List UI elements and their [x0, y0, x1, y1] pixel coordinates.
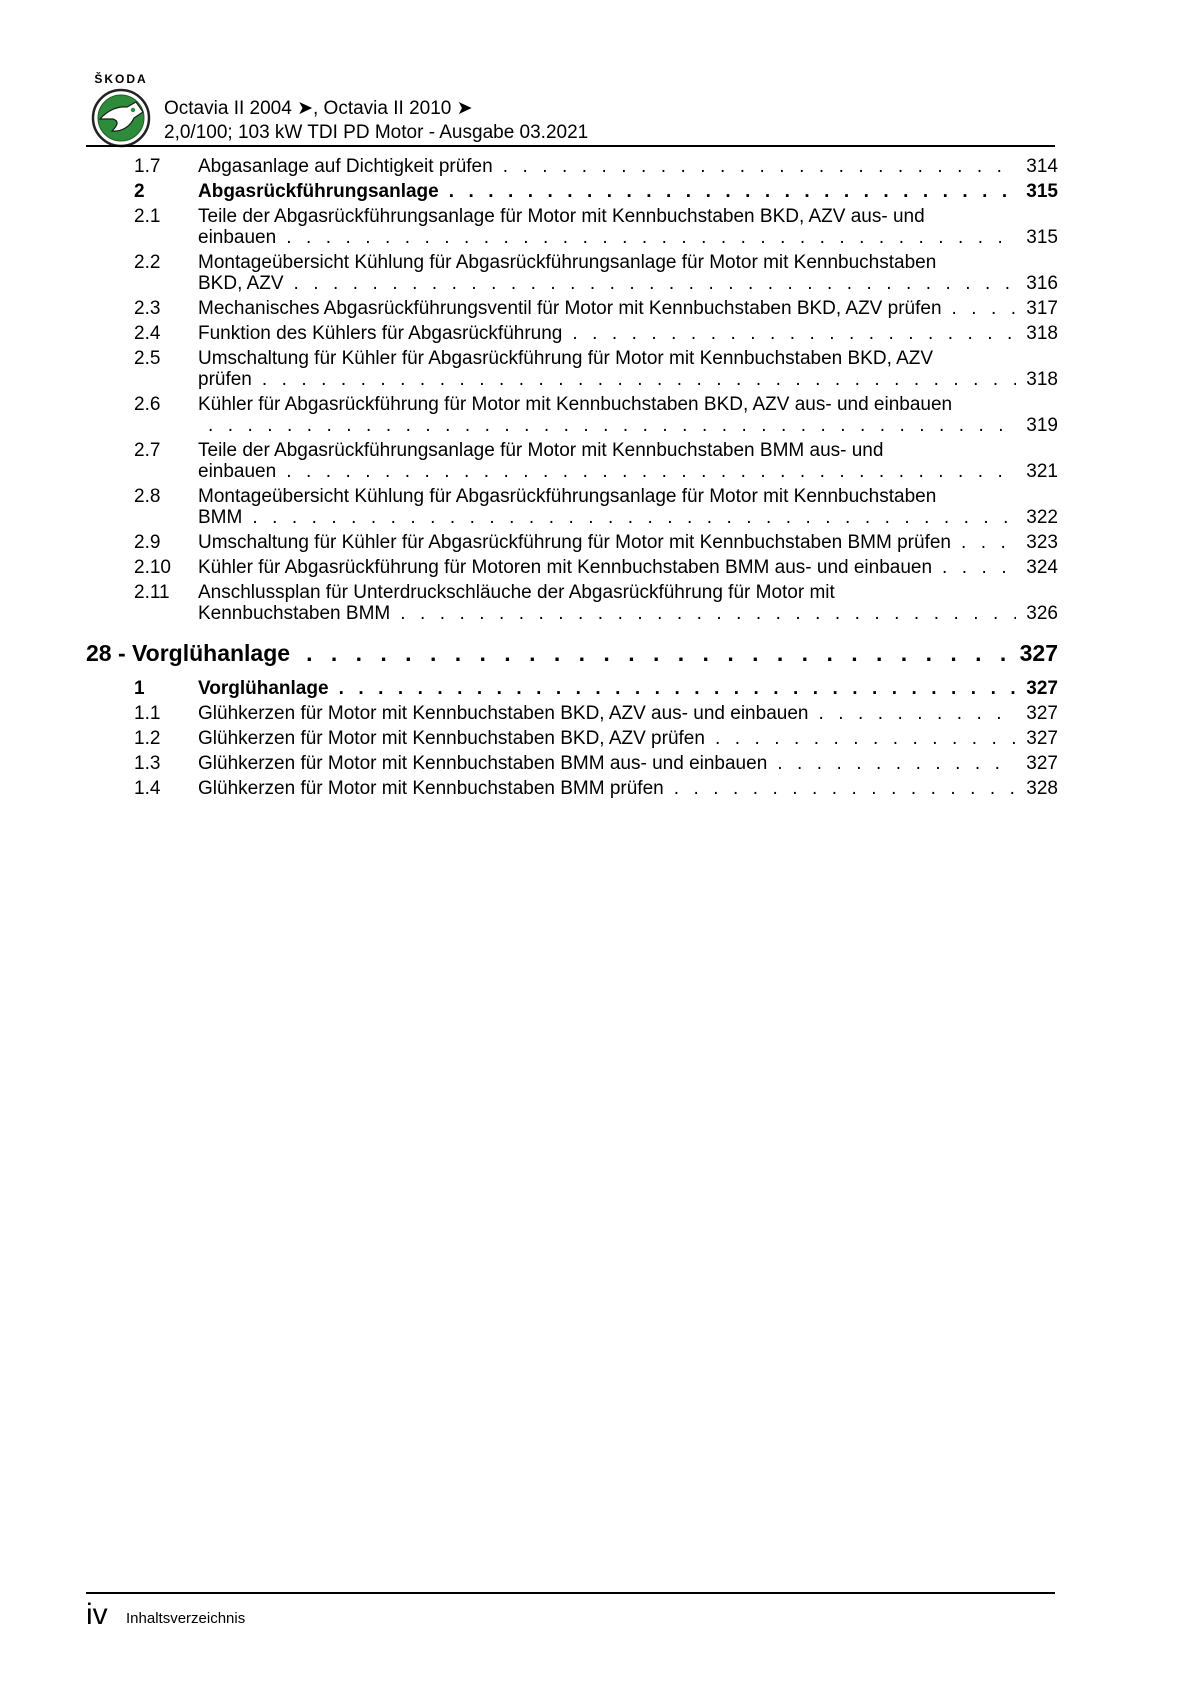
toc-entry-number: 1.4 [134, 778, 161, 799]
toc-entry-text: Anschlussplan für Unterdruckschläuche der Abgasrückführung für Motor mit [198, 582, 835, 603]
header-model-line: Octavia II 2004 ➤, Octavia II 2010 ➤ [164, 98, 473, 119]
toc-entry-title [198, 728, 1058, 749]
toc-entry-title [198, 298, 1058, 319]
toc-entry-text: Glühkerzen für Motor mit Kennbuchstaben BKD, AZV aus- und einbauen [198, 703, 809, 724]
toc-entry-text: Vorglühanlage [198, 678, 329, 699]
toc-entry-page: 326 [1026, 603, 1058, 624]
toc-entry-title [198, 557, 1058, 578]
toc-entry-text: Montageübersicht Kühlung für Abgasrückführungsanlage für Motor mit Kennbuchstaben [198, 252, 937, 273]
toc-entry-title [198, 678, 1058, 699]
toc-entry-text: Glühkerzen für Motor mit Kennbuchstaben BMM aus- und einbauen [198, 753, 768, 774]
toc-entry-number: 2.2 [134, 252, 161, 273]
toc-entry-last-line [198, 778, 1058, 799]
dot-leader [942, 557, 1016, 578]
toc-entry-line [198, 394, 1058, 415]
toc-entry-text: Funktion des Kühlers für Abgasrückführung [198, 323, 563, 344]
dot-leader [286, 461, 1016, 482]
toc-entry-page: 314 [1026, 156, 1058, 177]
dot-leader [294, 273, 1016, 294]
toc-chapter-page: 327 [1019, 640, 1058, 666]
toc-entry-title [198, 532, 1058, 553]
toc-entry-line [198, 348, 1058, 369]
toc-entry-page: 317 [1026, 298, 1058, 319]
dot-leader [715, 728, 1016, 749]
toc-entry-last-line [198, 298, 1058, 319]
toc-entry-last-line [198, 461, 1058, 482]
dot-leader [252, 507, 1016, 528]
toc-entry-last-line [198, 273, 1058, 294]
toc-chapter-line [86, 640, 1058, 666]
toc-entry-page: 322 [1026, 507, 1058, 528]
footer-section-label: Inhaltsverzeichnis [126, 1610, 246, 1627]
toc-entry-number: 2.6 [134, 394, 161, 415]
toc-entry-line [198, 582, 1058, 603]
toc-entry-page: 327 [1026, 678, 1058, 699]
toc-entry-number: 2.11 [134, 582, 170, 603]
toc-entry-line [198, 440, 1058, 461]
header-engine-line: 2,0/100; 103 kW TDI PD Motor - Ausgabe 03.2021 [164, 122, 589, 143]
toc-entry-text: Glühkerzen für Motor mit Kennbuchstaben BKD, AZV prüfen [198, 728, 705, 749]
toc-entry-title [198, 582, 1058, 624]
toc-entry-text: einbauen [198, 227, 277, 248]
toc-entry-text: Umschaltung für Kühler für Abgasrückführung für Motor mit Kennbuchstaben BKD, AZV [198, 348, 934, 369]
dot-leader [818, 703, 1016, 724]
toc-entry-number: 2.7 [134, 440, 161, 461]
footer-divider [86, 1592, 1055, 1594]
toc-entry-title [198, 323, 1058, 344]
dot-leader [961, 532, 1016, 553]
dot-leader [777, 753, 1016, 774]
dot-leader [286, 227, 1016, 248]
document-header [164, 97, 588, 145]
dot-leader [208, 415, 1016, 436]
dot-leader [952, 298, 1016, 319]
skoda-logo [86, 72, 156, 148]
toc-entry-last-line [198, 369, 1058, 390]
toc-entry-last-line [198, 703, 1058, 724]
toc-entry-line [198, 206, 1058, 227]
toc-entry-text: Abgasanlage auf Dichtigkeit prüfen [198, 156, 493, 177]
toc-entry-text: Umschaltung für Kühler für Abgasrückführung für Motor mit Kennbuchstaben BMM prüfen [198, 532, 951, 553]
toc-entry-text: Teile der Abgasrückführungsanlage für Motor mit Kennbuchstaben BMM aus- und [198, 440, 884, 461]
dot-leader [449, 181, 1016, 202]
footer-page-number: iv [86, 1598, 108, 1631]
toc-entry-text: BMM [198, 507, 243, 528]
dot-leader [262, 369, 1016, 390]
toc-entry-text: BKD, AZV [198, 273, 284, 294]
toc-entry-number: 2.10 [134, 557, 171, 578]
toc-entry-page: 324 [1026, 557, 1058, 578]
toc-entry-page: 318 [1026, 369, 1058, 390]
toc-entry-last-line [198, 507, 1058, 528]
toc-entry-number: 1.3 [134, 753, 161, 774]
toc-entry-title [198, 348, 1058, 390]
toc-entry-last-line [198, 603, 1058, 624]
toc-entry-title [198, 156, 1058, 177]
toc-entry-number: 1.1 [134, 703, 161, 724]
toc-entry-title [198, 440, 1058, 482]
toc-entry-text: Kennbuchstaben BMM [198, 603, 391, 624]
toc-entry-number: 2.3 [134, 298, 161, 319]
toc-entry-last-line [198, 678, 1058, 699]
toc-entry-page: 315 [1026, 181, 1058, 202]
toc-entry-line [198, 486, 1058, 507]
toc-entry-text: einbauen [198, 461, 277, 482]
dot-leader [503, 156, 1016, 177]
toc-entry-page: 327 [1026, 753, 1058, 774]
toc-entry-title [198, 394, 1058, 436]
toc-entry-last-line [198, 415, 1058, 436]
toc-entry-text: Glühkerzen für Motor mit Kennbuchstaben BMM prüfen [198, 778, 664, 799]
brand-wordmark: ŠKODA [94, 72, 148, 86]
toc-entry-title [198, 703, 1058, 724]
toc-entry-text: Kühler für Abgasrückführung für Motoren mit Kennbuchstaben BMM aus- und einbauen [198, 557, 933, 578]
toc-entry-page: 328 [1026, 778, 1058, 799]
toc-entry-number: 2.8 [134, 486, 161, 507]
toc-entry-page: 323 [1026, 532, 1058, 553]
toc-entry-line [198, 252, 1058, 273]
toc-entry-text: Kühler für Abgasrückführung für Motor mit Kennbuchstaben BKD, AZV aus- und einbauen [198, 394, 953, 415]
toc-entry-last-line [198, 227, 1058, 248]
toc-entry-number: 2.5 [134, 348, 161, 369]
toc-entry-number: 2.9 [134, 532, 161, 553]
toc-entry-page: 321 [1026, 461, 1058, 482]
toc-entry-page: 327 [1026, 703, 1058, 724]
toc-entry-text: Teile der Abgasrückführungsanlage für Motor mit Kennbuchstaben BKD, AZV aus- und [198, 206, 925, 227]
toc-entry-title [198, 486, 1058, 528]
toc-entry-title [198, 181, 1058, 202]
dot-leader [306, 640, 1014, 666]
dot-leader [400, 603, 1016, 624]
toc-entry-last-line [198, 181, 1058, 202]
toc-entry-last-line [198, 728, 1058, 749]
toc-entry-page: 327 [1026, 728, 1058, 749]
toc-chapter-title: 28 - Vorglühanlage [86, 640, 291, 666]
toc-entry-page: 318 [1026, 323, 1058, 344]
toc-entry-page: 319 [1026, 415, 1058, 436]
toc-entry-title [198, 252, 1058, 294]
toc-entry-text: Mechanisches Abgasrückführungsventil für Motor mit Kennbuchstaben BKD, AZV prüfen [198, 298, 942, 319]
toc-entry-page: 315 [1026, 227, 1058, 248]
toc-entry-last-line [198, 753, 1058, 774]
toc-entry-last-line [198, 557, 1058, 578]
toc-entry-number: 2.4 [134, 323, 161, 344]
toc-entry-number: 2.1 [134, 206, 161, 227]
toc-entry-number: 1.7 [134, 156, 161, 177]
dot-leader [674, 778, 1016, 799]
toc-entry-last-line [198, 532, 1058, 553]
toc-entry-number: 1.2 [134, 728, 161, 749]
toc-entry-page: 316 [1026, 273, 1058, 294]
header-divider [86, 145, 1055, 147]
toc-entry-text: Abgasrückführungsanlage [198, 181, 439, 202]
toc-entry-text: prüfen [198, 369, 252, 390]
toc-entry-last-line [198, 323, 1058, 344]
dot-leader [339, 678, 1016, 699]
toc-entry-number: 2 [134, 181, 145, 202]
toc-entry-last-line [198, 156, 1058, 177]
toc-entry-text: Montageübersicht Kühlung für Abgasrückführungsanlage für Motor mit Kennbuchstaben [198, 486, 937, 507]
toc-entry-title [198, 778, 1058, 799]
skoda-arrow-emblem-icon [91, 88, 151, 148]
toc-entry-number: 1 [134, 678, 145, 699]
dot-leader [572, 323, 1016, 344]
toc-entry-title [198, 206, 1058, 248]
toc-entry-title [198, 753, 1058, 774]
